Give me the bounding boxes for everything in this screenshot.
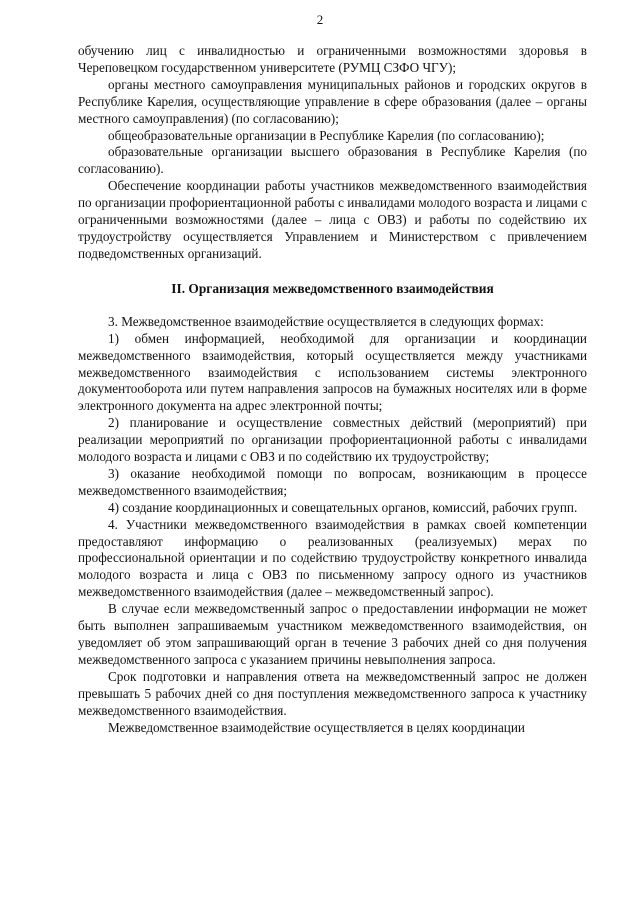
paragraph: В случае если межведомственный запрос о предоставлении информации не может быть выполнен запрашиваемым участником межведомственного взаимодействия, он уведомляет об этом запрашивающий орган в течение 3 рабочих дней со дня получения межведомственного запроса с указанием причины невыполнения запроса. bbox=[78, 601, 587, 667]
paragraph: Межведомственное взаимодействие осуществляется в целях координации bbox=[108, 719, 525, 735]
paragraph: органы местного самоуправления муниципальных районов и городских округов в Республике Карелия, осуществляющие управление в сфере образования (далее – органы местного самоуправления) (по согласованию); bbox=[78, 76, 587, 126]
paragraph: Срок подготовки и направления ответа на межведомственный запрос не должен превышать 5 рабочих дней со дня поступления межведомственного запроса к участнику межведомственного взаимодействия. bbox=[78, 668, 587, 718]
paragraph: Обеспечение координации работы участников межведомственного взаимодействия по организации профориентационной работы с инвалидами молодого возраста и лицами с ограниченными возможностями (далее – лица с ОВЗ) и работы по содействию их трудоустройству осуществляется Управлением и Министерством с привлечением подведомственных организаций. bbox=[78, 178, 587, 261]
paragraph: 4. Участники межведомственного взаимодействия в рамках своей компетенции предоставляют информацию о реализованных (реализуемых) мерах по профессиональной ориентации и по содействию трудоустройству конкретного инвалида молодого возраста и лица с ОВЗ по письменному запросу одного из участников межведомственного взаимодействия (далее – межведомственный запрос). bbox=[78, 516, 587, 600]
paragraph: 3. Межведомственное взаимодействие осуществляется в следующих формах: bbox=[108, 313, 544, 329]
paragraph: 2) планирование и осуществление совместных действий (мероприятий) при реализации мероприятий по организации профориентационной работы с инвалидами молодого возраста и лицами с ОВЗ и по содействию их трудоустройству; bbox=[78, 415, 587, 465]
paragraph: общеобразовательные организации в Республике Карелия (по согласованию); bbox=[108, 127, 545, 143]
paragraph: 1) обмен информацией, необходимой для организации и координации межведомственного взаимодействия, который осуществляется между участниками межведомственного взаимодействия с использованием системы электронного документооборота или путем направления запросов на бумажных носителях или в форме электронного документа на адрес электронной почты; bbox=[78, 330, 587, 414]
paragraph: 3) оказание необходимой помощи по вопросам, возникающим в процессе межведомственного взаимодействия; bbox=[78, 465, 587, 498]
page-number: 2 bbox=[316, 12, 324, 27]
section-heading: II. Организация межведомственного взаимодействия bbox=[171, 280, 494, 296]
document-body bbox=[78, 43, 587, 736]
paragraph: 4) создание координационных и совещательных органов, комиссий, рабочих групп. bbox=[108, 499, 578, 515]
paragraph-continuation: обучению лиц с инвалидностью и ограниченными возможностями здоровья в Череповецком государственном университете (РУМЦ СЗФО ЧГУ); bbox=[78, 43, 587, 75]
paragraph: образовательные организации высшего образования в Республике Карелия (по согласованию). bbox=[78, 144, 587, 177]
